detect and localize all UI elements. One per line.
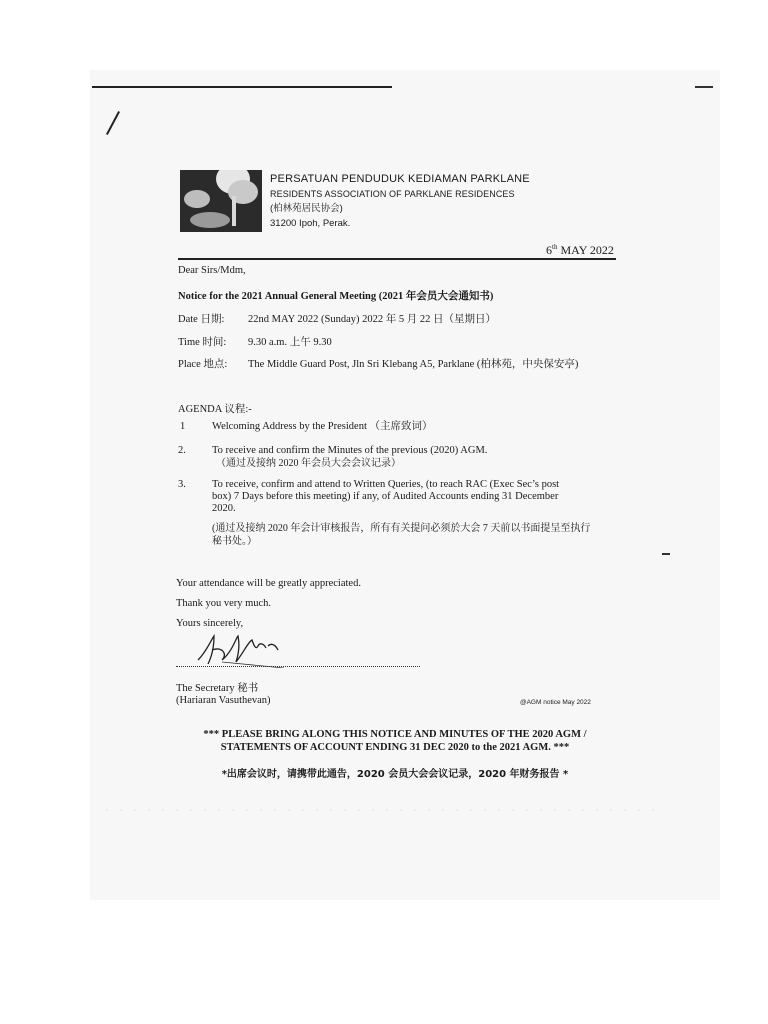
attendance-line: Your attendance will be greatly appreciated.: [176, 578, 361, 589]
time-value: 9.30 a.m. 上午 9.30: [248, 337, 332, 348]
scan-edge-line: [92, 86, 392, 88]
agenda-item-text: Welcoming Address by the President （主席致词）: [212, 421, 433, 432]
subject: Notice for the 2021 Annual General Meeting (2021 年会员大会通知书): [178, 291, 494, 302]
secretary-role: The Secretary 秘书: [176, 683, 259, 694]
place-label: Place 地点:: [178, 359, 228, 370]
time-label: Time 时间:: [178, 337, 227, 348]
association-name-english: RESIDENTS ASSOCIATION OF PARKLANE RESIDENCES: [270, 189, 515, 199]
notice-reminder-line1: *** PLEASE BRING ALONG THIS NOTICE AND MINUTES OF THE 2020 AGM /: [203, 729, 587, 740]
agenda-item-number: 1: [180, 421, 186, 432]
scan-noise: [100, 808, 660, 812]
agenda-item-text: To receive, confirm and attend to Written Queries, (to reach RAC (Exec Sec’s post box) 7 Days before this meeting) if any, of Audited Accounts ending 31 December 2020.: [212, 479, 560, 514]
agenda-item-chinese: （通过及接纳 2020 年会员大会会议记录）: [216, 458, 401, 469]
letterhead: [270, 171, 530, 231]
agenda-item-number: 2.: [178, 445, 186, 456]
signature-line: [176, 666, 420, 667]
notice-reminder-chinese: *出席会议时，请携带此通告，2020 会员大会会议记录，2020 年财务报告 *: [221, 769, 569, 780]
thanks-line: Thank you very much.: [176, 598, 272, 609]
agenda-item-number: 3.: [178, 479, 186, 490]
header-rule: [178, 258, 616, 260]
date-value: 22nd MAY 2022 (Sunday) 2022 年 5 月 22 日（星期日）: [248, 314, 497, 325]
place-value: The Middle Guard Post, Jln Sri Klebang A5, Parklane (柏林苑，中央保安亭): [248, 359, 579, 370]
scan-edge-mark: [695, 86, 713, 88]
document-reference: @AGM notice May 2022: [520, 699, 591, 706]
letter-date: 6th MAY 2022: [546, 243, 614, 257]
signature: [192, 632, 292, 668]
association-logo: [180, 170, 262, 232]
agenda-item-chinese: (通过及接纳 2020 年会计审核报告，所有有关提问必须於大会 7 天前以书面提呈至执行 秘书处。）: [212, 523, 591, 547]
agenda-heading: AGENDA 议程:-: [178, 404, 252, 415]
agenda-item-text: To receive and confirm the Minutes of the previous (2020) AGM.: [212, 445, 488, 456]
association-name-chinese: (柏林苑居民协会): [270, 203, 343, 214]
association-name-malay: PERSATUAN PENDUDUK KEDIAMAN PARKLANE: [270, 173, 530, 185]
secretary-name: (Hariaran Vasuthevan): [176, 695, 271, 706]
notice-reminder-line2: STATEMENTS OF ACCOUNT ENDING 31 DEC 2020 to the 2021 AGM. ***: [220, 742, 570, 753]
salutation: Dear Sirs/Mdm,: [178, 265, 246, 276]
scan-speck: [662, 553, 670, 555]
association-address: 31200 Ipoh, Perak.: [270, 218, 351, 229]
date-label: Date 日期:: [178, 314, 225, 325]
sign-off: Yours sincerely,: [176, 618, 244, 629]
